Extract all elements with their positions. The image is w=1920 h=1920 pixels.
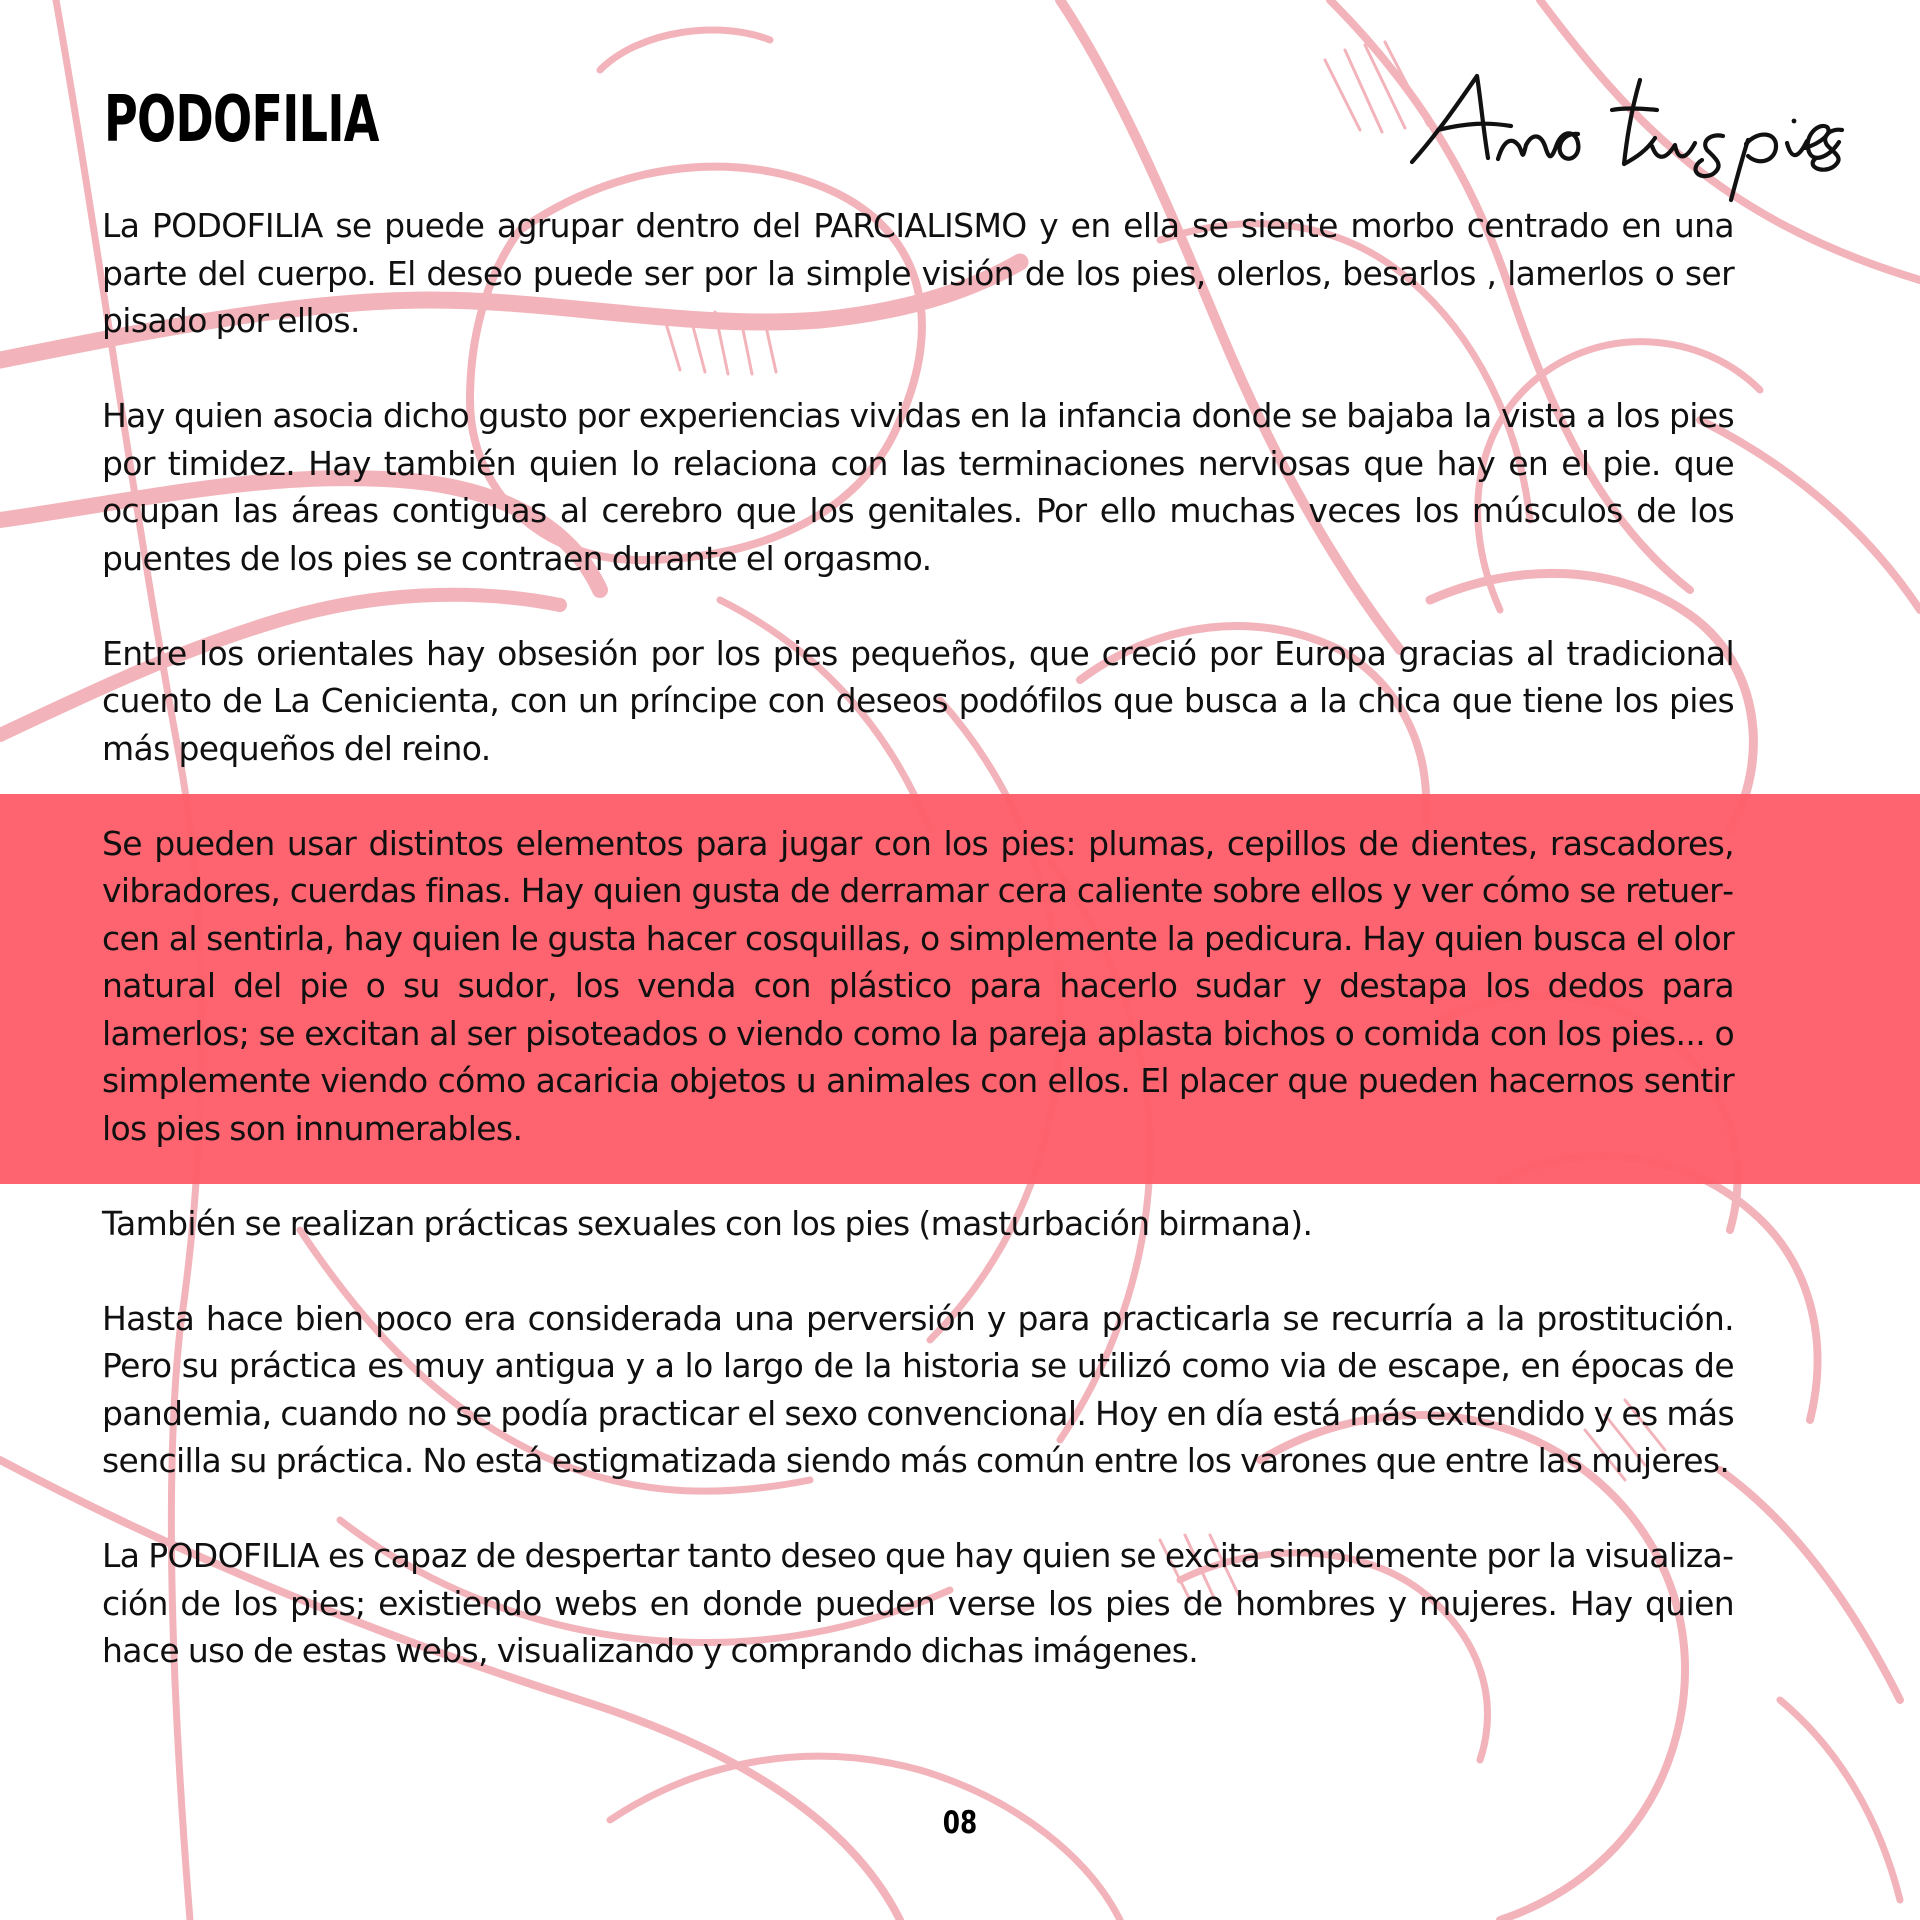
document-body: [102, 202, 1734, 1722]
page-number: 08: [942, 1805, 978, 1841]
paragraph-podofilia-definition: La PODOFILIA se puede agrupar dentro del PARCIALISMO y en ella se siente morbo centrado en una parte del cuerpo. El deseo puede ser por la simple visión de los pies, olerlos, besarlos , lamerlos o ser pisado por ellos.: [102, 206, 1734, 340]
paragraph-sexual-practices: También se realizan prácticas sexuales con los pies (masturbación birmana).: [102, 1203, 1313, 1243]
paragraph-history-prostitution: Hasta hace bien poco era considerada una perversión y para practicarla se recurría a la prostitución. Pero su práctica es muy antigua y a lo largo de la historia se utilizó como via de escape, en épocas de pandemia, cuando no se podía practicar el sexo convencional. Hoy en día está más extendido y es más sencilla su práctica. No está estigmatizada siendo más común entre los varones que entre las mujeres.: [102, 1298, 1734, 1480]
paragraph-elements-highlighted: Se pueden usar distintos elementos para jugar con los pies: plumas, cepillos de dientes, rascadores, vibradores, cuerdas finas. Hay quien gusta de derramar cera caliente sobre ellos y ver cómo se retuercen al sentirla, hay quien le gusta hacer cosquillas, o simplemente la pedicura. Hay quien busca el olor natural del pie o su sudor, los venda con plástico para hacerlo sudar y destapa los dedos para lamerlos; se excitan al ser pisoteados o viendo como la pareja aplasta bichos o comida con los pies... o simplemente viendo cómo acaricia objetos u animales con ellos. El placer que pueden hacernos sentir los pies son innumerables.: [102, 823, 1734, 1148]
page-title: PODOFILIA: [104, 83, 379, 157]
paragraph-cinderella-history: Entre los orientales hay obsesión por los pies pequeños, que creció por Europa gracias al tradicional cuento de La Cenicienta, con un príncipe con deseos podófilos que busca a la chica que tiene los pies más pequeños del reino.: [102, 633, 1734, 768]
paragraph-infancy-nervous-system: Hay quien asocia dicho gusto por experiencias vividas en la infancia donde se bajaba la vista a los pies por timidez. Hay también quien lo relaciona con las terminaciones nerviosas que hay en el pie. que ocupan las áreas contiguas al cerebro que los genitales. Por ello muchas veces los músculos de los puentes de los pies se contraen durante el orgasmo.: [102, 396, 1734, 578]
amo-tus-pies-script-logo: [1395, 70, 1850, 205]
paragraph-webs-visualization: La PODOFILIA es capaz de despertar tanto deseo que hay quien se excita simplemente por la visualización de los pies; existiendo webs en donde pueden verse los pies de hombres y mujeres. Hay quien hace uso de estas webs, visualizando y comprando dichas imágenes.: [102, 1536, 1734, 1670]
